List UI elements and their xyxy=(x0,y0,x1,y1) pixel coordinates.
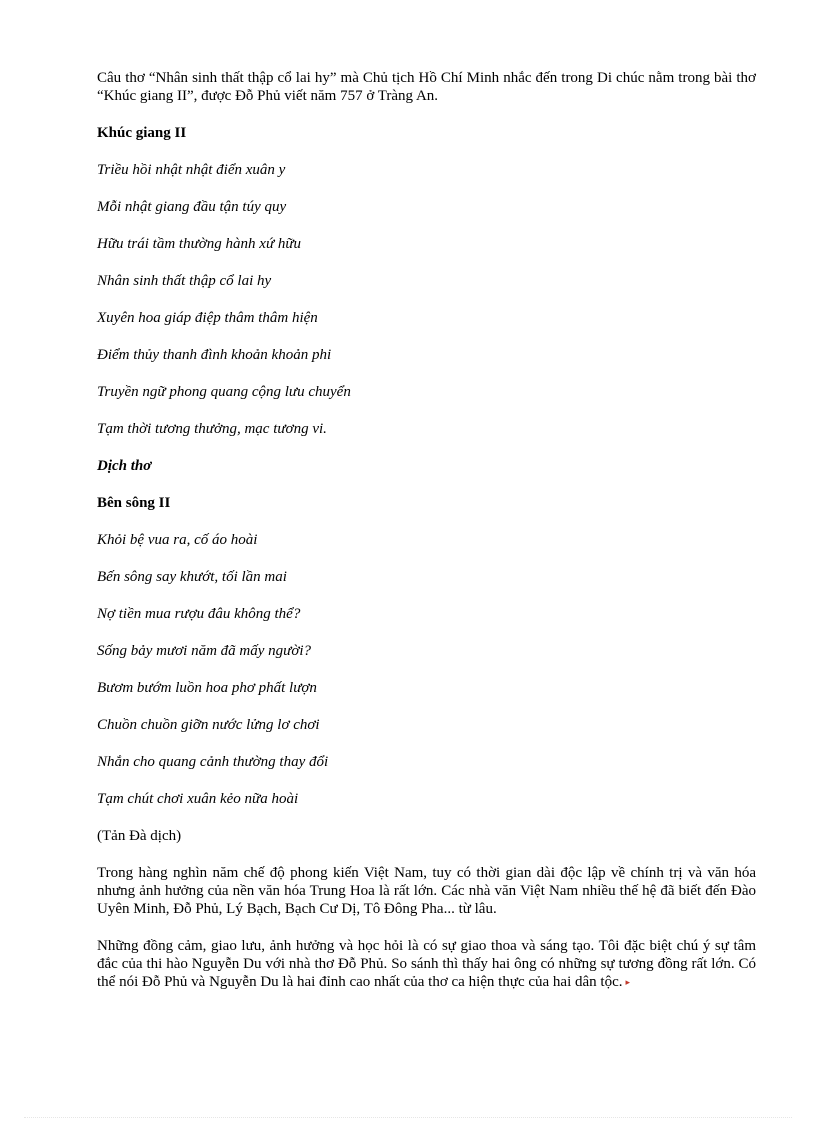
original-poem-title: Khúc giang II xyxy=(97,125,187,141)
translation-line: Tạm chút chơi xuân kẻo nữa hoài xyxy=(97,791,299,807)
translation-line: Chuồn chuồn giỡn nước lửng lơ chơi xyxy=(97,717,320,733)
poem-line: Tạm thời tương thưởng, mạc tương vi. xyxy=(97,421,327,437)
page-bottom-divider xyxy=(24,1117,792,1118)
translation-line: Bươm bướm luồn hoa phơ phất lượn xyxy=(97,680,317,696)
body-paragraph-2 xyxy=(97,937,756,991)
poem-line: Nhân sinh thất thập cổ lai hy xyxy=(97,273,272,289)
poem-line: Truyền ngữ phong quang cộng lưu chuyển xyxy=(97,384,351,400)
translation-heading: Dịch thơ xyxy=(97,458,152,474)
original-poem xyxy=(97,161,756,438)
poem-line: Xuyên hoa giáp điệp thâm thâm hiện xyxy=(97,310,318,326)
poem-line: Điểm thủy thanh đình khoản khoản phi xyxy=(97,347,332,363)
translation-line: Bến sông say khướt, tối lần mai xyxy=(97,569,287,585)
translation-poem xyxy=(97,531,756,808)
intro-paragraph: Câu thơ “Nhân sinh thất thập cổ lai hy” mà Chủ tịch Hồ Chí Minh nhắc đến trong Di chúc nằm trong bài thơ “Khúc giang II”, được Đỗ Phủ viết năm 757 ở Tràng An. xyxy=(97,70,756,104)
translation-line: Nợ tiền mua rượu đâu không thể? xyxy=(97,606,301,622)
body-paragraph-1: Trong hàng nghìn năm chế độ phong kiến Việt Nam, tuy có thời gian dài độc lập về chính trị và văn hóa nhưng ảnh hưởng của nền văn hóa Trung Hoa là rất lớn. Các nhà văn Việt Nam nhiều thế hệ đã biết đến Đào Uyên Minh, Đỗ Phủ, Lý Bạch, Bạch Cư Dị, Tô Đông Pha... từ lâu. xyxy=(97,865,756,917)
continue-arrow-icon[interactable]: ▸ xyxy=(625,977,631,987)
translation-line: Khỏi bệ vua ra, cố áo hoài xyxy=(97,532,258,548)
body-paragraph-2-text: Những đồng cảm, giao lưu, ảnh hưởng và học hỏi là có sự giao thoa và sáng tạo. Tôi đặc biệt chú ý sự tâm đắc của thi hào Nguyễn Du với nhà thơ Đỗ Phủ. So sánh thì thấy hai ông có những sự tương đồng rất lớn. Có thể nói Đỗ Phủ và Nguyễn Du là hai đỉnh cao nhất của thơ ca hiện thực của hai dân tộc. xyxy=(97,938,756,990)
document-page xyxy=(97,69,756,991)
poem-line: Hữu trái tầm thường hành xứ hữu xyxy=(97,236,302,252)
poem-line: Mỗi nhật giang đầu tận túy quy xyxy=(97,199,287,215)
poem-line: Triều hồi nhật nhật điển xuân y xyxy=(97,162,286,178)
translation-poem-title: Bên sông II xyxy=(97,495,171,511)
translation-line: Nhắn cho quang cảnh thường thay đổi xyxy=(97,754,329,770)
translation-line: Sống bảy mươi năm đã mấy người? xyxy=(97,643,312,659)
translator-credit: (Tản Đà dịch) xyxy=(97,828,182,844)
